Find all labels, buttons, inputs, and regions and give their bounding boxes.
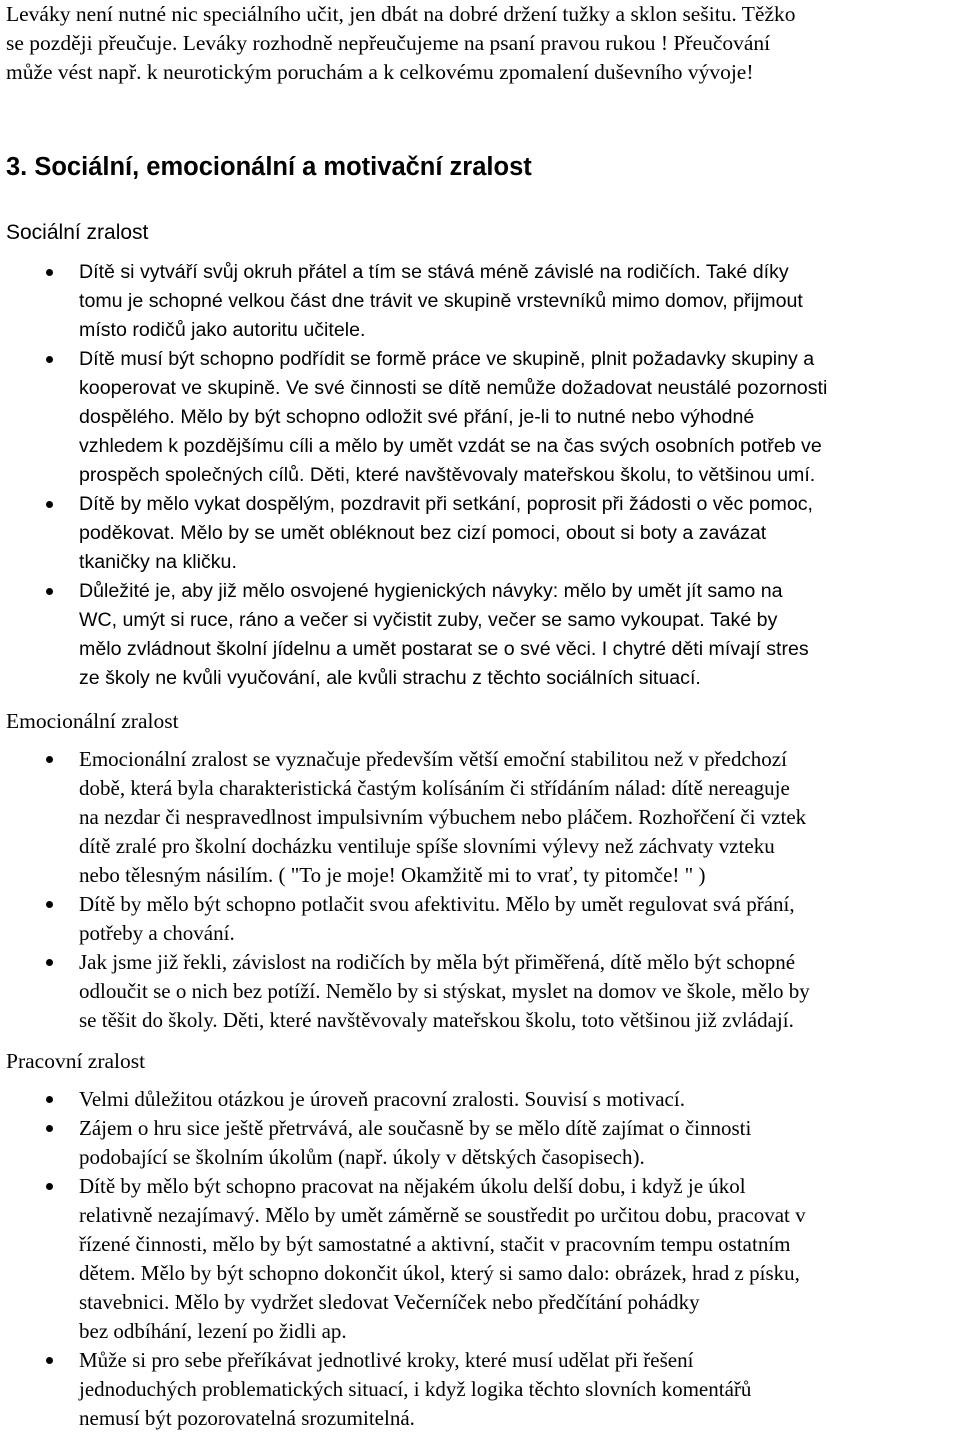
list-item-line: jednoduchých problematických situací, i když logika těchto slovních komentářů xyxy=(79,1377,752,1401)
list-item-line: ze školy ne kvůli vyučování, ale kvůli strachu z těchto sociálních situací. xyxy=(79,667,701,689)
intro-paragraph xyxy=(6,0,956,87)
list-item-line: odloučit se o nich bez potíží. Nemělo by si stýskat, myslet na domov ve škole, mělo by xyxy=(79,979,810,1003)
list-item-line: dítě zralé pro školní docházku ventiluje spíše slovními výlevy než záchvaty vzteku xyxy=(79,834,775,858)
list-item-line: Jak jsme již řekli, závislost na rodičích by měla být přiměřená, dítě mělo být schopné xyxy=(79,950,796,974)
list-item xyxy=(6,745,958,890)
list-item xyxy=(6,1114,958,1172)
social-list xyxy=(6,258,958,693)
list-item xyxy=(6,577,958,693)
intro-line: se později přeučuje. Leváky rozhodně nepřeučujeme na psaní pravou rukou ! Přeučování xyxy=(6,31,771,55)
list-item-line: WC, umýt si ruce, ráno a večer si vyčistit zuby, večer se samo vykoupat. Také by xyxy=(79,609,778,631)
list-item-line: bez odbíhání, lezení po židli ap. xyxy=(79,1319,347,1343)
list-item-line: Velmi důležitou otázkou je úroveň pracovní zralosti. Souvisí s motivací. xyxy=(79,1087,685,1111)
list-item-line: řízené činnosti, mělo by být samostatné a aktivní, stačit v pracovním tempu ostatním xyxy=(79,1232,791,1256)
bullet-icon xyxy=(46,269,53,276)
chapter-title: 3. Sociální, emocionální a motivační zralost xyxy=(6,153,532,181)
intro-line: Leváky není nutné nic speciálního učit, jen dbát na dobré držení tužky a sklon sešitu. Těžko xyxy=(6,2,796,26)
list-item xyxy=(6,1085,958,1114)
list-item-line: Emocionální zralost se vyznačuje především větší emoční stabilitou než v předchozí xyxy=(79,747,787,771)
emotional-list xyxy=(6,745,958,1035)
list-item-line: Dítě musí být schopno podřídit se formě práce ve skupině, plnit požadavky skupiny a xyxy=(79,348,815,370)
list-item-line: mělo zvládnout školní jídelnu a umět postarat se o své věci. I chytré děti mívají stres xyxy=(79,638,809,660)
list-item-line: tomu je schopné velkou část dne trávit ve skupině vrstevníků mimo domov, přijmout xyxy=(79,290,803,312)
bullet-icon xyxy=(46,1357,53,1364)
bullet-icon xyxy=(46,588,53,595)
section-heading-work: Pracovní zralost xyxy=(6,1049,146,1073)
list-item xyxy=(6,1346,958,1433)
list-item-line: tkaničky na kličku. xyxy=(79,551,237,573)
list-item-line: Dítě by mělo být schopno pracovat na nějakém úkolu delší dobu, i když je úkol xyxy=(79,1174,746,1198)
list-item-line: Může si pro sebe přeříkávat jednotlivé kroky, které musí udělat při řešení xyxy=(79,1348,694,1372)
list-item-line: nebo tělesným násilím. ( "To je moje! Okamžitě mi to vrať, ty pitomče! " ) xyxy=(79,863,706,887)
list-item-line: místo rodičů jako autoritu učitele. xyxy=(79,319,366,341)
list-item-line: době, která byla charakteristická častým kolísáním či střídáním nálad: dítě nereaguje xyxy=(79,776,790,800)
list-item-line: podobající se školním úkolům (např. úkoly v dětských časopisech). xyxy=(79,1145,645,1169)
bullet-icon xyxy=(46,501,53,508)
list-item-line: relativně nezajímavý. Mělo by umět záměrně se soustředit po určitou dobu, pracovat v xyxy=(79,1203,806,1227)
bullet-icon xyxy=(46,1125,53,1132)
list-item-line: Dítě by mělo být schopno potlačit svou afektivitu. Mělo by umět regulovat svá přání, xyxy=(79,892,795,916)
list-item-line: poděkovat. Mělo by se umět obléknout bez cizí pomoci, obout si boty a zavázat xyxy=(79,522,767,544)
list-item-line: dospělého. Mělo by být schopno odložit své přání, je-li to nutné nebo výhodné xyxy=(79,406,755,428)
list-item-line: Důležité je, aby již mělo osvojené hygienických návyky: mělo by umět jít samo na xyxy=(79,580,783,602)
list-item-line: vzhledem k pozdějšímu cíli a mělo by umět vzdát se na čas svých osobních potřeb ve xyxy=(79,435,822,457)
list-item-line: kooperovat ve skupině. Ve své činnosti se dítě nemůže dožadovat neustálé pozornosti xyxy=(79,377,828,399)
list-item-line: na nezdar či nespravedlnost impulsivním výbuchem nebo pláčem. Rozhořčení či vztek xyxy=(79,805,807,829)
work-list xyxy=(6,1085,958,1433)
section-heading-social: Sociální zralost xyxy=(6,221,149,244)
list-item xyxy=(6,1172,958,1346)
list-item-line: potřeby a chování. xyxy=(79,921,235,945)
list-item-line: nemusí být pozorovatelná srozumitelná. xyxy=(79,1406,415,1430)
list-item-line: se těšit do školy. Děti, které navštěvovaly mateřskou školu, toto většinou již zvládají. xyxy=(79,1008,794,1032)
list-item-line: stavebnici. Mělo by vydržet sledovat Večerníček nebo předčítání pohádky xyxy=(79,1290,700,1314)
bullet-icon xyxy=(46,356,53,363)
list-item xyxy=(6,490,958,577)
list-item-line: prospěch společných cílů. Děti, které navštěvovaly mateřskou školu, to většinou umí. xyxy=(79,464,816,486)
bullet-icon xyxy=(46,959,53,966)
list-item xyxy=(6,890,958,948)
list-item xyxy=(6,258,958,345)
list-item-line: Zájem o hru sice ještě přetrvává, ale současně by se mělo dítě zajímat o činnosti xyxy=(79,1116,752,1140)
list-item-line: dětem. Mělo by být schopno dokončit úkol, který si samo dalo: obrázek, hrad z písku, xyxy=(79,1261,800,1285)
document-page xyxy=(6,0,956,1430)
list-item xyxy=(6,948,958,1035)
bullet-icon xyxy=(46,901,53,908)
bullet-icon xyxy=(46,756,53,763)
list-item-line: Dítě by mělo vykat dospělým, pozdravit při setkání, poprosit při žádosti o věc pomoc, xyxy=(79,493,814,515)
section-heading-emotional: Emocionální zralost xyxy=(6,709,179,733)
bullet-icon xyxy=(46,1183,53,1190)
list-item xyxy=(6,345,958,490)
bullet-icon xyxy=(46,1096,53,1103)
intro-line: může vést např. k neurotickým poruchám a k celkovému zpomalení duševního vývoje! xyxy=(6,60,754,84)
list-item-line: Dítě si vytváří svůj okruh přátel a tím se stává méně závislé na rodičích. Také díky xyxy=(79,261,789,283)
